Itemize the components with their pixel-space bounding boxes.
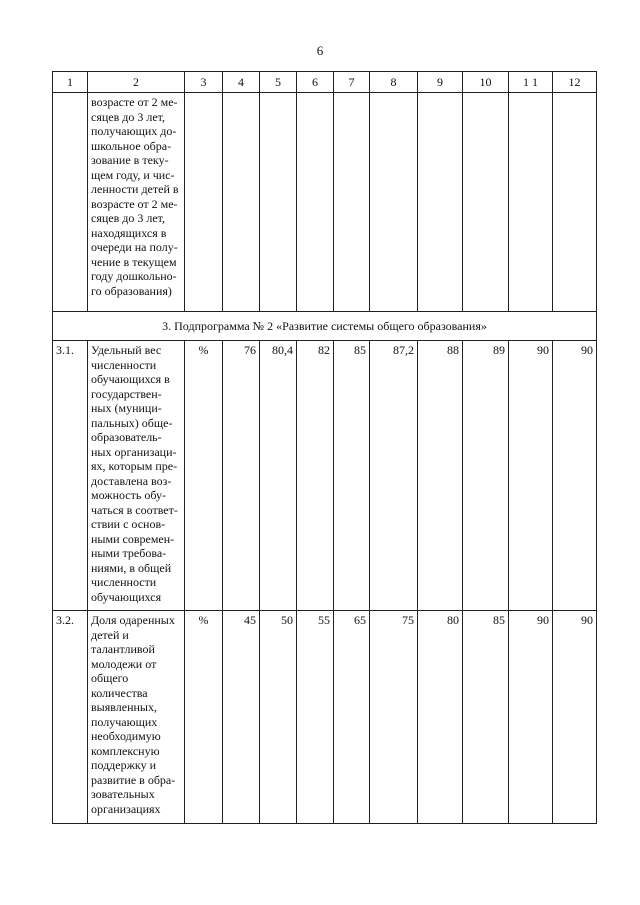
section-title: 3. Подпрограмма № 2 «Развитие системы общего образования» xyxy=(53,312,597,341)
row-value: 65 xyxy=(334,611,370,824)
section-row xyxy=(53,312,597,341)
row-value: 87,2 xyxy=(370,341,418,611)
row-value: 55 xyxy=(297,611,334,824)
header-cell: 12 xyxy=(553,72,597,93)
table-cell xyxy=(418,93,463,312)
table-cell xyxy=(463,93,509,312)
row-value: 45 xyxy=(223,611,260,824)
table-cell xyxy=(334,93,370,312)
header-cell: 1 xyxy=(53,72,88,93)
row-value: 50 xyxy=(260,611,297,824)
row-value: 75 xyxy=(370,611,418,824)
header-cell: 7 xyxy=(334,72,370,93)
table-row xyxy=(53,611,597,824)
table-cell xyxy=(509,93,553,312)
header-cell: 1 1 xyxy=(509,72,553,93)
header-cell: 9 xyxy=(418,72,463,93)
header-cell: 6 xyxy=(297,72,334,93)
row-value: 90 xyxy=(509,341,553,611)
row-description: Удельный вес численности обучающихся в государствен- ных (муници- пальных) обще- образователь- ных организаци- ях, которым пре- доставлена воз- можность обу- чаться в соответ- ствии с основ- ными современ- ными требова- ниями, в общей численности обучающихся xyxy=(88,341,185,611)
table-cell xyxy=(553,93,597,312)
header-cell: 4 xyxy=(223,72,260,93)
row-value: 89 xyxy=(463,341,509,611)
indicator-table xyxy=(52,71,597,824)
table-cell xyxy=(185,93,223,312)
table-row xyxy=(53,341,597,611)
row-value: 80,4 xyxy=(260,341,297,611)
table-cell xyxy=(370,93,418,312)
row-value: 85 xyxy=(463,611,509,824)
row-unit: % xyxy=(185,341,223,611)
page-number: 6 xyxy=(316,43,324,58)
table-cell xyxy=(53,93,88,312)
table-row-continuation xyxy=(53,93,597,312)
row-value: 90 xyxy=(509,611,553,824)
header-cell: 3 xyxy=(185,72,223,93)
row-unit: % xyxy=(185,611,223,824)
row-value: 80 xyxy=(418,611,463,824)
row-value: 90 xyxy=(553,341,597,611)
table-cell xyxy=(297,93,334,312)
header-cell: 2 xyxy=(88,72,185,93)
row-value: 85 xyxy=(334,341,370,611)
header-row xyxy=(53,72,597,93)
table-cell xyxy=(260,93,297,312)
row-number: 3.1. xyxy=(53,341,88,611)
continuation-description: возрасте от 2 ме- сяцев до 3 лет, получающих до- школьное обра- зование в теку- щем году, и чис- ленности детей в возрасте от 2 ме- сяцев до 3 лет, находящихся в очереди на полу- чение в текущем году дошкольно- го образования) xyxy=(88,93,185,312)
header-cell: 10 xyxy=(463,72,509,93)
row-value: 90 xyxy=(553,611,597,824)
row-value: 76 xyxy=(223,341,260,611)
row-number: 3.2. xyxy=(53,611,88,824)
row-description: Доля одаренных детей и талантливой молодежи от общего количества выявленных, получающих необходимую комплексную поддержку и развитие в обра- зовательных организациях xyxy=(88,611,185,824)
row-value: 88 xyxy=(418,341,463,611)
header-cell: 5 xyxy=(260,72,297,93)
row-value: 82 xyxy=(297,341,334,611)
table-cell xyxy=(223,93,260,312)
header-cell: 8 xyxy=(370,72,418,93)
